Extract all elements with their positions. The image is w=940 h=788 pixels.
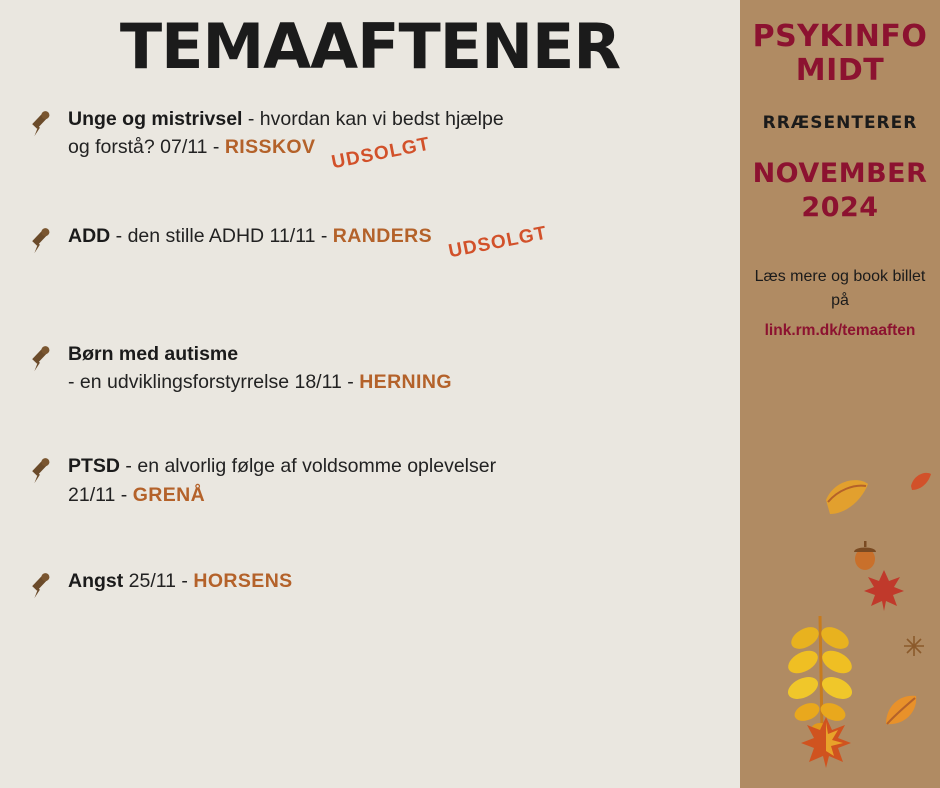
brand-name-line-2: MIDT [795, 52, 885, 88]
pushpin-icon [26, 569, 56, 599]
event-title: Børn med autisme [68, 342, 239, 365]
leaf-icon [818, 470, 874, 522]
event-location: HORSENS [193, 569, 293, 592]
event-location: GRENÅ [132, 483, 206, 506]
event-desc: - den stille ADHD 11/11 - [110, 224, 333, 247]
pushpin-icon [26, 342, 56, 372]
event-line-1 [68, 452, 720, 480]
list-item[interactable] [0, 340, 740, 397]
maple-leaf-icon [862, 568, 906, 612]
seed-icon [902, 634, 926, 658]
pushpin-icon [26, 454, 56, 484]
leaf-icon [880, 690, 922, 732]
event-title: Unge og mistrivsel [68, 108, 243, 131]
booking-text: Læs mere og book billet på [754, 267, 926, 309]
booking-block [740, 265, 940, 342]
status-badge: UDSOLGT [330, 134, 433, 174]
maple-leaf-icon [798, 714, 854, 770]
pushpin-icon [26, 107, 56, 137]
event-line-1 [68, 567, 720, 595]
event-location: RISSKOV [224, 136, 316, 159]
presents-label: RRÆSENTERER [762, 113, 918, 134]
event-title: Angst [68, 569, 124, 592]
brand-block [740, 0, 940, 87]
event-desc-cont: 21/11 - [68, 483, 133, 506]
event-title: ADD [68, 224, 111, 247]
event-line-2 [68, 133, 720, 174]
acorn-icon [848, 538, 882, 572]
month-label [740, 157, 940, 225]
event-desc-cont: - en udviklingsforstyrrelse 18/11 - [68, 371, 360, 394]
month-name: NOVEMBER [752, 158, 928, 190]
event-desc-cont: og forstå? 07/11 - [68, 136, 225, 159]
event-line-2 [68, 481, 720, 509]
leaf-icon [908, 468, 934, 494]
event-location: HERNING [359, 371, 452, 394]
list-item[interactable] [0, 222, 740, 278]
list-item[interactable] [0, 452, 740, 509]
page-title: TEMAAFTENER [119, 10, 621, 83]
year-number: 2024 [801, 191, 879, 223]
event-line-2 [68, 368, 720, 396]
status-badge: UDSOLGT [446, 222, 549, 263]
event-title: PTSD [68, 455, 121, 478]
list-item[interactable] [0, 567, 740, 623]
event-location: RANDERS [332, 224, 433, 247]
brand-name-line-1: PSYKINFO [752, 19, 928, 54]
pushpin-icon [26, 224, 56, 254]
list-item[interactable] [0, 105, 740, 174]
event-desc: 25/11 - [123, 569, 194, 592]
poster-sidebar [740, 0, 940, 788]
event-line-1 [68, 222, 720, 263]
event-line-1 [68, 105, 720, 133]
event-desc: - en alvorlig følge af voldsomme oplevelser [120, 455, 497, 478]
event-line-1 [68, 340, 720, 368]
event-desc: - hvordan kan vi bedst hjælpe [242, 108, 504, 131]
booking-link[interactable]: link.rm.dk/temaaften [764, 321, 916, 339]
event-list [0, 105, 740, 623]
